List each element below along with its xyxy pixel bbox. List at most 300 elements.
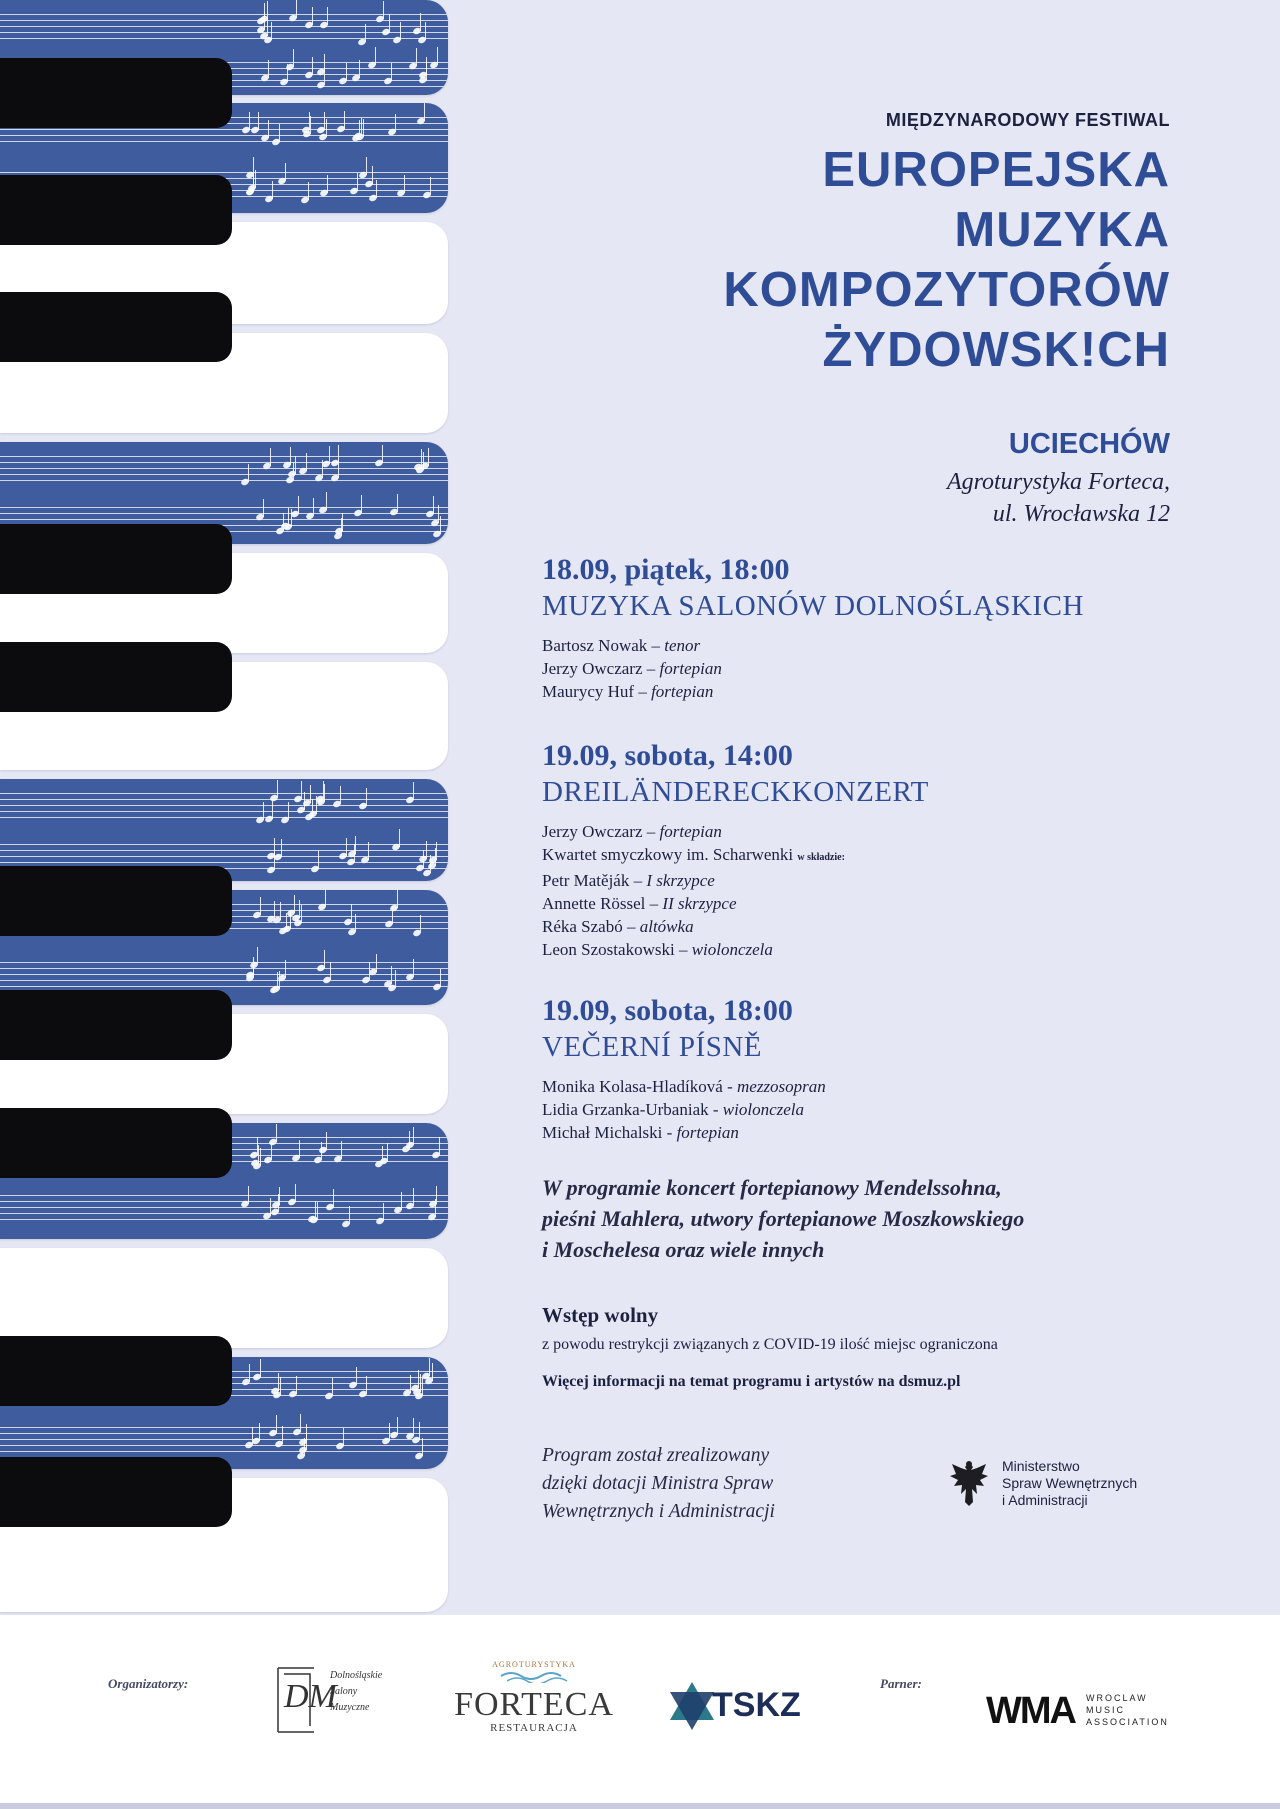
performer-name: Jerzy Owczarz [542, 822, 643, 841]
staff-line [0, 456, 448, 457]
tskz-name: TSKZ [712, 1686, 801, 1724]
music-note-stem [375, 47, 376, 65]
music-note-stem [387, 1143, 388, 1161]
forteca-name: FORTECA [454, 1686, 614, 1723]
music-note-stem [433, 496, 434, 514]
music-note-stem [299, 1140, 300, 1158]
music-note-stem [294, 895, 295, 913]
staff-line [0, 793, 448, 794]
music-note-stem [280, 902, 281, 920]
music-note-stem [327, 175, 328, 193]
performer-note: w składzie: [797, 852, 845, 863]
music-note-stem [338, 445, 339, 463]
music-note-stem [281, 839, 282, 857]
staff-line [0, 1451, 448, 1452]
staff-line [0, 968, 448, 969]
music-note-stem [365, 24, 366, 42]
music-note-stem [404, 175, 405, 193]
music-note-stem [395, 970, 396, 988]
music-note-stem [278, 1373, 279, 1391]
staff-line [0, 172, 448, 173]
performer-role: tenor [664, 636, 701, 655]
staff-line [0, 135, 448, 136]
staff-line [0, 1207, 448, 1208]
forteca-top: AGROTURYSTYKA [492, 1660, 576, 1669]
music-note-stem [295, 456, 296, 474]
music-note-stem [312, 7, 313, 25]
music-note-stem [391, 966, 392, 984]
music-note-stem [399, 829, 400, 847]
performer-name: Michał Michalski [542, 1123, 663, 1142]
performer-list [542, 1075, 1182, 1144]
wma-text-line: ASSOCIATION [1086, 1717, 1169, 1727]
performer-role: fortepian [659, 822, 722, 841]
music-note-stem [382, 1146, 383, 1164]
music-note-stem [296, 1376, 297, 1394]
music-note-stem [257, 947, 258, 965]
staff-line [0, 844, 448, 845]
festival-title [723, 140, 1170, 380]
staff-line [0, 1427, 448, 1428]
music-note-stem [416, 48, 417, 66]
music-note-stem [420, 13, 421, 31]
music-note-stem [344, 111, 345, 129]
music-note-stem [279, 1187, 280, 1205]
black-key [0, 524, 232, 594]
music-note-stem [426, 62, 427, 80]
dsm-text-line: Muzyczne [330, 1702, 370, 1713]
black-key [0, 990, 232, 1060]
staff-line [0, 507, 448, 508]
music-note-stem [343, 1428, 344, 1446]
music-note-stem [341, 1141, 342, 1159]
music-note-stem [428, 448, 429, 466]
music-note-stem [440, 516, 441, 534]
music-note-stem [432, 1363, 433, 1381]
music-note-stem [259, 1423, 260, 1441]
music-note-stem [271, 22, 272, 40]
forteca-logo [454, 1660, 614, 1752]
performer-row: Annette Rössel – II skrzypce [542, 894, 737, 913]
music-note-stem [298, 496, 299, 514]
festival-title-line: EUROPEJSKA [822, 143, 1170, 197]
music-note-stem [436, 842, 437, 860]
venue-address: ul. Wrocławska 12 [992, 501, 1170, 527]
staff-line [0, 513, 448, 514]
music-note-stem [422, 1438, 423, 1456]
black-key [0, 642, 232, 712]
wma-text [1086, 1692, 1169, 1728]
music-note-stem [329, 446, 330, 464]
performer-row: Jerzy Owczarz – fortepian [542, 659, 722, 678]
music-note-stem [267, 1, 268, 19]
staff-line [0, 799, 448, 800]
event-date: 18.09, piątek, 18:00 [542, 553, 790, 586]
music-note-stem [342, 513, 343, 531]
music-note-stem [439, 1137, 440, 1155]
music-note-stem [276, 1415, 277, 1433]
staff-line [0, 141, 448, 142]
wma-text-line: WROCLAW [1086, 1693, 1148, 1703]
music-note-stem [260, 1148, 261, 1166]
music-note-stem [341, 518, 342, 536]
event-date: 19.09, sobota, 14:00 [542, 739, 793, 772]
staff-line [0, 1213, 448, 1214]
program-line: W programie koncert fortepianowy Mendelssohna, [542, 1175, 1002, 1200]
event-title: MUZYKA SALONÓW DOLNOŚLĄSKICH [542, 590, 1084, 622]
dsm-text-line: Salony [330, 1686, 358, 1697]
staff-line [0, 805, 448, 806]
staff-line [0, 811, 448, 812]
staff-line [0, 129, 448, 130]
music-note-stem [288, 802, 289, 820]
star-of-david-icon [668, 1680, 716, 1732]
performer-row: Jerzy Owczarz – fortepian [542, 822, 722, 841]
music-note-stem [316, 796, 317, 814]
staff-line [0, 980, 448, 981]
festival-title-line: MUZYKA [954, 203, 1170, 257]
staff-line [0, 38, 448, 39]
music-note-stem [270, 1198, 271, 1216]
music-note-stem [351, 904, 352, 922]
music-note-stem [413, 1188, 414, 1206]
performer-name: Maurycy Huf [542, 682, 635, 701]
venue-name: Agroturystyka Forteca, [946, 469, 1170, 495]
music-note-stem [413, 1127, 414, 1145]
staff-line [0, 1433, 448, 1434]
staff-line [0, 986, 448, 987]
music-note-stem [276, 1124, 277, 1142]
staff-line [0, 962, 448, 963]
performer-role: fortepian [676, 1123, 739, 1142]
music-note-stem [301, 781, 302, 799]
music-note-stem [249, 112, 250, 130]
music-note-stem [356, 1367, 357, 1385]
music-note-stem [420, 915, 421, 933]
eagle-emblem-icon [946, 1458, 992, 1510]
staff-line [0, 468, 448, 469]
music-note-stem [366, 1376, 367, 1394]
staff-line [0, 1439, 448, 1440]
music-note-stem [308, 182, 309, 200]
black-key [0, 1108, 232, 1178]
music-note-stem [346, 63, 347, 81]
music-note-stem [355, 914, 356, 932]
staff-line [0, 862, 448, 863]
music-note-stem [282, 1426, 283, 1444]
music-note-stem [277, 972, 278, 990]
music-note-stem [418, 1370, 419, 1388]
ministry-line: Ministerstwo [1002, 1458, 1080, 1474]
festival-label: MIĘDZYNARODOWY FESTIWAL [885, 110, 1170, 130]
performer-name: Jerzy Owczarz [542, 659, 643, 678]
music-note-stem [280, 1377, 281, 1395]
music-note-stem [326, 119, 327, 137]
music-note-stem [359, 60, 360, 78]
music-note-stem [424, 103, 425, 121]
music-note-stem [274, 901, 275, 919]
music-note-stem [263, 499, 264, 517]
music-note-stem [326, 492, 327, 510]
music-note-stem [312, 57, 313, 75]
music-note-stem [260, 1359, 261, 1377]
performer-row: Leon Szostakowski – wiolonczela [542, 940, 773, 959]
performer-role: wiolonczela [722, 1100, 805, 1119]
event-1 [542, 552, 1182, 703]
music-note-stem [253, 157, 254, 175]
grant-line: Wewnętrznych i Administracji [542, 1501, 775, 1522]
music-note-stem [391, 63, 392, 81]
music-note-stem [430, 177, 431, 195]
staff-line [0, 850, 448, 851]
staff-line [0, 1201, 448, 1202]
program-description [542, 1172, 1182, 1265]
music-note-stem [301, 905, 302, 923]
ministry-logo [946, 1458, 1137, 1510]
music-note-stem [426, 841, 427, 859]
music-note-stem [285, 163, 286, 181]
music-note-stem [397, 494, 398, 512]
music-note-stem [279, 124, 280, 142]
music-note-stem [409, 1131, 410, 1149]
black-key [0, 58, 232, 128]
music-note-stem [255, 170, 256, 188]
performer-row: Monika Kolasa-Hladíková - mezzosopran [542, 1077, 826, 1096]
music-note-stem [300, 1414, 301, 1432]
performer-name: Lidia Grzanka-Urbaniak [542, 1100, 709, 1119]
black-key [0, 1336, 232, 1406]
festival-title-line: ŻYDOWSK!CH [822, 323, 1170, 377]
music-note-stem [332, 1378, 333, 1396]
music-note-stem [389, 14, 390, 32]
music-note-stem [295, 1184, 296, 1202]
dsm-initials: DM [284, 1678, 337, 1715]
music-note-stem [397, 1417, 398, 1435]
music-note-stem [327, 7, 328, 25]
performer-row: Petr Matěják – I skrzypce [542, 871, 715, 890]
entry-heading: Wstęp wolny [542, 1303, 659, 1327]
performer-row: Michał Michalski - fortepian [542, 1123, 739, 1142]
music-note-stem [413, 1418, 414, 1436]
music-note-stem [299, 900, 300, 918]
music-note-stem [340, 786, 341, 804]
performer-list [542, 634, 1182, 703]
city-name: UCIECHÓW [1008, 428, 1170, 460]
music-note-stem [317, 1202, 318, 1220]
performer-role: I skrzypce [646, 871, 715, 890]
music-note-stem [401, 1192, 402, 1210]
white-key [0, 1248, 448, 1348]
dsm-text-line: Dolnośląskie [330, 1670, 383, 1681]
program-line: i Moschelesa oraz wiele innych [542, 1237, 825, 1262]
music-note-stem [368, 842, 369, 860]
piano-keys-illustration [0, 0, 460, 1615]
music-note-stem [349, 1206, 350, 1224]
performer-row: Lidia Grzanka-Urbaniak - wiolonczela [542, 1100, 805, 1119]
music-note-stem [325, 890, 326, 907]
music-note-stem [315, 1201, 316, 1219]
black-key [0, 866, 232, 936]
music-note-stem [376, 180, 377, 198]
grant-line: Program został zrealizowany [542, 1445, 770, 1466]
performer-row: Bartosz Nowak – tenor [542, 636, 701, 655]
music-note-stem [382, 445, 383, 463]
black-key [0, 1457, 232, 1527]
music-note-stem [296, 0, 297, 18]
black-key [0, 175, 232, 245]
music-note-stem [423, 452, 424, 470]
bottom-bar [0, 1803, 1280, 1809]
music-note-stem [369, 962, 370, 980]
music-note-stem [272, 181, 273, 199]
performer-list [542, 820, 1182, 961]
music-note-stem [310, 116, 311, 134]
music-note-stem [389, 1423, 390, 1441]
music-note-stem [324, 784, 325, 802]
grant-note [542, 1442, 882, 1526]
music-note-stem [293, 49, 294, 67]
forteca-bottom: RESTAURACJA [490, 1722, 578, 1734]
performer-name: Monika Kolasa-Hladíková [542, 1077, 723, 1096]
music-note-stem [272, 801, 273, 819]
music-note-stem [436, 1186, 437, 1204]
staff-line [0, 26, 448, 27]
dsm-logo [270, 1660, 400, 1740]
music-note-stem [306, 453, 307, 471]
music-note-stem [310, 785, 311, 803]
music-note-stem [366, 788, 367, 806]
music-note-stem [413, 959, 414, 977]
performer-name: Petr Matěják [542, 871, 630, 890]
music-note-stem [258, 1145, 259, 1163]
music-note-stem [437, 47, 438, 65]
staff-line [0, 856, 448, 857]
staff-line [0, 1195, 448, 1196]
wma-text-line: MUSIC [1086, 1705, 1125, 1715]
music-note-stem [440, 969, 441, 987]
music-note-stem [422, 1378, 423, 1396]
staff-line [0, 817, 448, 818]
music-note-stem [306, 1432, 307, 1450]
staff-line [0, 474, 448, 475]
music-note-stem [425, 22, 426, 40]
organizers-label: Organizatorzy: [108, 1676, 189, 1691]
music-note-stem [258, 112, 259, 130]
music-note-stem [333, 1189, 334, 1207]
performer-name: Annette Rössel [542, 894, 646, 913]
performer-name: Leon Szostakowski [542, 940, 675, 959]
music-note-stem [274, 852, 275, 870]
event-3 [542, 993, 1182, 1144]
music-note-stem [400, 22, 401, 40]
music-note-stem [268, 60, 269, 78]
music-note-stem [321, 1142, 322, 1160]
performer-role: fortepian [651, 682, 714, 701]
wma-letters: WMA [986, 1690, 1075, 1732]
event-date: 19.09, sobota, 18:00 [542, 994, 793, 1027]
performer-row [542, 843, 1182, 869]
music-note-stem [260, 897, 261, 915]
music-note-stem [324, 54, 325, 72]
music-note-stem [268, 120, 269, 138]
dsm-text [330, 1668, 382, 1716]
music-note-stem [376, 954, 377, 972]
festival-title-line: KOMPOZYTORÓW [723, 263, 1170, 317]
event-title: VEČERNÍ PÍSNĚ [542, 1031, 762, 1063]
ministry-line: Spraw Wewnętrznych [1002, 1475, 1138, 1491]
performer-role: II skrzypce [662, 894, 737, 913]
forteca-wave-icon [499, 1669, 569, 1683]
performer-row: Maurycy Huf – fortepian [542, 682, 714, 701]
music-note-stem [309, 112, 310, 130]
music-note-stem [346, 838, 347, 856]
grant-line: dzięki dotacji Ministra Spraw [542, 1473, 774, 1494]
music-note-stem [383, 1203, 384, 1221]
music-note-stem [318, 851, 319, 869]
performer-row: Réka Szabó – altówka [542, 917, 694, 936]
performer-role: wiolonczela [691, 940, 773, 959]
ministry-line: i Administracji [1002, 1492, 1088, 1508]
music-note-stem [395, 114, 396, 132]
music-note-stem [285, 960, 286, 978]
music-note-stem [326, 1132, 327, 1150]
staff-line [0, 480, 448, 481]
entry-note: z powodu restrykcji związanych z COVID-19 ilość miejsc ograniczona [542, 1336, 998, 1353]
black-key [0, 292, 232, 362]
music-note-stem [324, 950, 325, 968]
music-note-stem [383, 1, 384, 19]
music-note-stem [354, 844, 355, 862]
music-note-stem [419, 1422, 420, 1440]
performer-name: Kwartet smyczkowy im. Scharwenki [542, 845, 794, 864]
music-note-stem [361, 495, 362, 513]
music-note-stem [249, 1364, 250, 1382]
staff-line [0, 974, 448, 975]
music-note-stem [283, 513, 284, 531]
music-note-stem [429, 1358, 430, 1376]
music-note-stem [278, 1194, 279, 1212]
performer-name: Bartosz Nowak [542, 636, 648, 655]
program-line: pieśni Mahlera, utwory fortepianowe Moszkowskiego [542, 1206, 1025, 1231]
music-note-stem [248, 464, 249, 482]
entry-info [542, 1303, 1182, 1354]
event-title: DREILÄNDERECKKONZERT [542, 776, 929, 808]
music-note-stem [413, 782, 414, 800]
performer-role: fortepian [659, 659, 722, 678]
music-note-stem [420, 1374, 421, 1392]
music-note-stem [330, 962, 331, 980]
staff-line [0, 519, 448, 520]
music-note-stem [397, 890, 398, 908]
music-note-stem [372, 166, 373, 184]
music-note-stem [361, 118, 362, 136]
music-note-stem [277, 780, 278, 798]
music-note-stem [313, 498, 314, 516]
performer-name: Réka Szabó [542, 917, 623, 936]
music-note-stem [435, 848, 436, 866]
music-note-stem [270, 448, 271, 466]
performer-role: altówka [639, 917, 694, 936]
partner-label: Parner: [880, 1676, 922, 1691]
event-2 [542, 738, 1182, 961]
tskz-logo [668, 1680, 828, 1740]
more-info: Więcej informacji na temat programu i artystów na dsmuz.pl [542, 1373, 961, 1390]
music-note-stem [324, 112, 325, 130]
music-note-stem [263, 802, 264, 820]
venue-block [947, 466, 1170, 530]
music-note-stem [248, 1186, 249, 1204]
music-note-stem [438, 505, 439, 523]
